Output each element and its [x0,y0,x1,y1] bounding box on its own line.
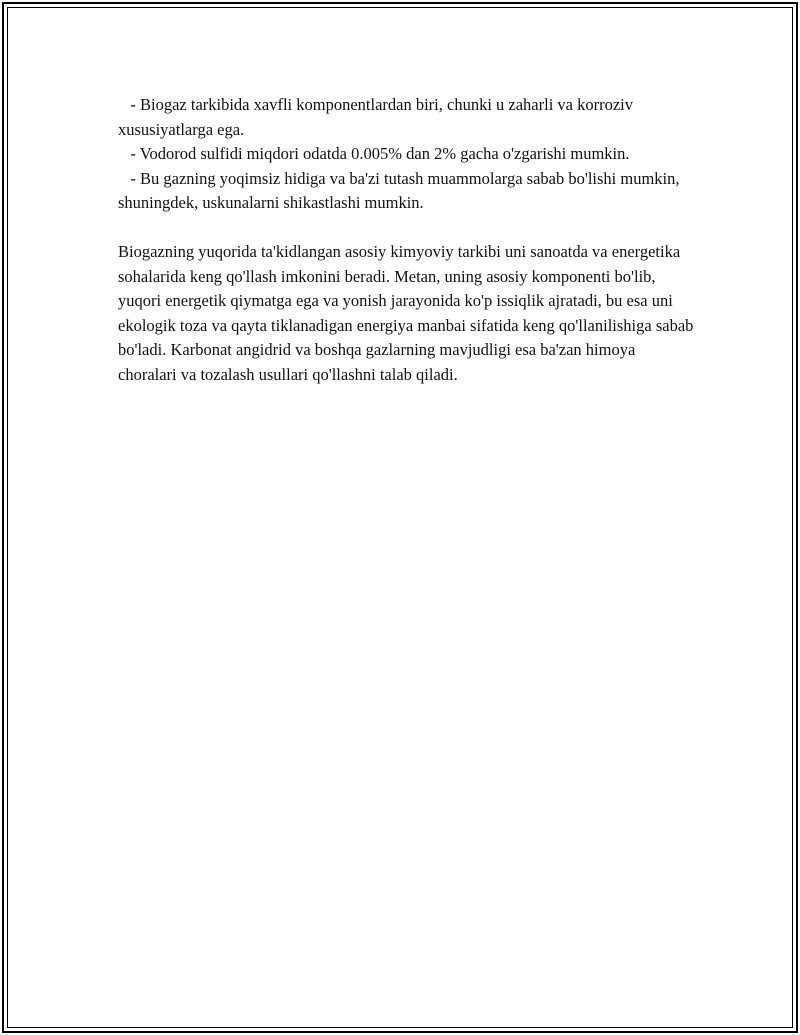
bullet-item: - Bu gazning yoqimsiz hidiga va ba'zi tutash muammolarga sabab bo'lishi mumkin, shuningdek, uskunalarni shikastlashi mumkin. [118,168,684,212]
document-body [118,93,698,387]
bullet-item: - Biogaz tarkibida xavfli komponentlardan biri, chunki u zaharli va korroziv xususiyatlarga ega. [118,95,638,139]
bullet-item: - Vodorod sulfidi miqdori odatda 0.005% dan 2% gacha o'zgarishi mumkin. [118,144,630,163]
paragraph-spacer [118,216,698,241]
body-paragraph: Biogazning yuqorida ta'kidlangan asosiy kimyoviy tarkibi uni sanoatda va energetika sohalarida keng qo'llash imkonini beradi. Metan, uning asosiy komponenti bo'lib, yuqori energetik qiymatga ega va yonish jarayonida ko'p issiqlik ajratadi, bu esa uni ekologik toza va qayta tiklanadigan energiya manbai sifatida keng qo'llanilishiga sabab bo'ladi. Karbonat angidrid va boshqa gazlarning mavjudligi esa ba'zan himoya choralari va tozalash usullari qo'llashni talab qiladi. [118,242,694,384]
